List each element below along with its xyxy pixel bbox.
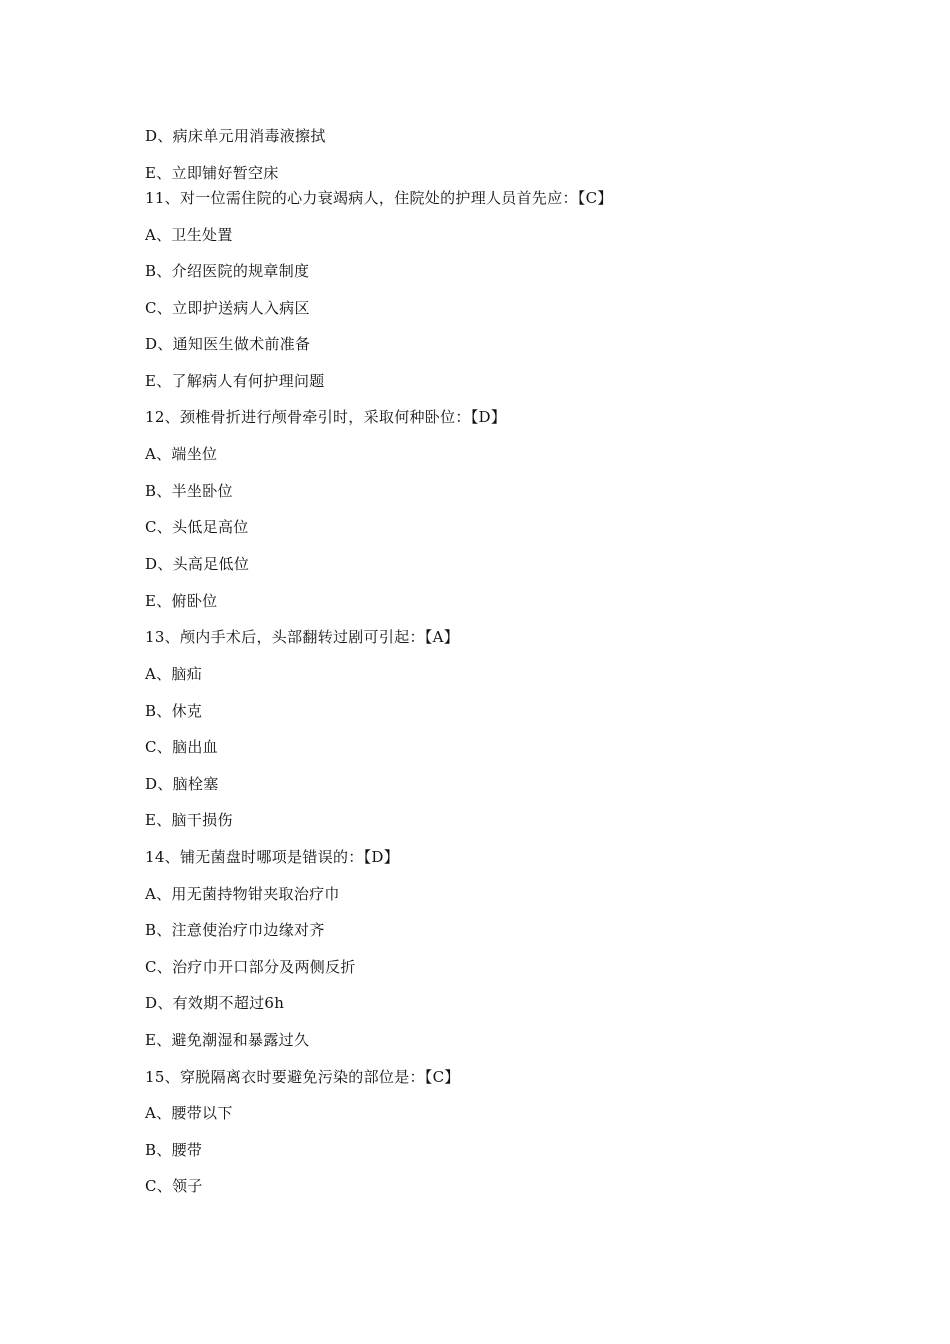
question-line: 13、颅内手术后，头部翻转过剧可引起：【A】 — [145, 628, 460, 646]
option-line: A、用无菌持物钳夹取治疗巾 — [145, 885, 340, 903]
option-line: B、腰带 — [145, 1141, 203, 1159]
option-line: B、注意使治疗巾边缘对齐 — [145, 921, 325, 939]
option-line: A、脑疝 — [145, 665, 203, 683]
option-line: B、介绍医院的规章制度 — [145, 262, 310, 280]
option-line: D、有效期不超过6h — [145, 994, 285, 1012]
question-line: 15、穿脱隔离衣时要避免污染的部位是：【C】 — [145, 1068, 460, 1086]
option-line: B、休克 — [145, 702, 203, 720]
option-line: E、俯卧位 — [145, 592, 218, 610]
option-line: D、病床单元用消毒液擦拭 — [145, 127, 326, 145]
option-line: E、了解病人有何护理问题 — [145, 372, 325, 390]
question-line: 11、对一位需住院的心力衰竭病人，住院处的护理人员首先应：【C】 — [145, 189, 613, 207]
option-line: C、脑出血 — [145, 738, 218, 756]
question-line: 12、颈椎骨折进行颅骨牵引时，采取何种卧位：【D】 — [145, 408, 507, 426]
option-line: D、头高足低位 — [145, 555, 250, 573]
option-line: E、避免潮湿和暴露过久 — [145, 1031, 310, 1049]
option-line: C、立即护送病人入病区 — [145, 299, 310, 317]
option-line: D、通知医生做术前准备 — [145, 335, 311, 353]
option-line: E、立即铺好暂空床 — [145, 164, 279, 182]
option-line: D、脑栓塞 — [145, 775, 219, 793]
option-line: E、脑干损伤 — [145, 811, 233, 829]
option-line: A、卫生处置 — [145, 226, 233, 244]
question-line: 14、铺无菌盘时哪项是错误的：【D】 — [145, 848, 400, 866]
option-line: C、领子 — [145, 1177, 203, 1195]
option-line: C、治疗巾开口部分及两侧反折 — [145, 958, 356, 976]
option-line: A、端坐位 — [145, 445, 218, 463]
option-line: C、头低足高位 — [145, 518, 249, 536]
option-line: A、腰带以下 — [145, 1104, 233, 1122]
option-line: B、半坐卧位 — [145, 482, 233, 500]
